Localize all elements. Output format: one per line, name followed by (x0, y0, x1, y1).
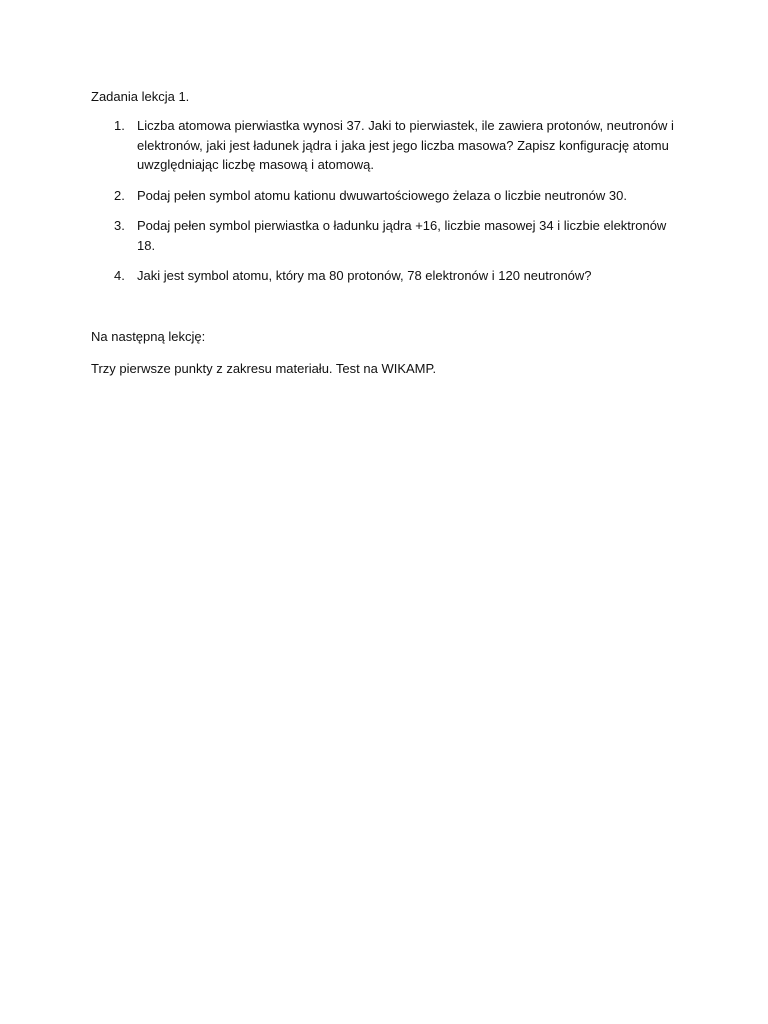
task-number: 2. (114, 187, 125, 203)
document-title: Zadania lekcja 1. (91, 89, 190, 104)
task-number: 3. (114, 218, 125, 233)
task-text: Podaj pełen symbol atomu kationu dwuwartościowego żelaza o liczbie neutronów 30. (137, 187, 627, 203)
task-item (91, 186, 681, 206)
task-text: Liczba atomowa pierwiastka wynosi 37. Jaki to pierwiastek, ile zawiera protonów, neutronów i elektronów, jaki jest ładunek jądra i jaka jest jego liczba masowa? Zapisz konfigurację atomu uwzględniając liczbę masową i atomową. (137, 118, 674, 172)
next-lesson-heading: Na następną lekcję: (91, 329, 206, 344)
next-lesson-text: Trzy pierwsze punkty z zakresu materiału. Test na WIKAMP. (91, 361, 437, 376)
task-item (91, 116, 681, 175)
task-number: 4. (114, 268, 125, 283)
task-item (91, 266, 681, 286)
task-text: Jaki jest symbol atomu, który ma 80 protonów, 78 elektronów i 120 neutronów? (137, 268, 592, 283)
task-text: Podaj pełen symbol pierwiastka o ładunku jądra +16, liczbie masowej 34 i liczbie elektronów 18. (137, 218, 667, 253)
task-list (91, 116, 681, 297)
task-item (91, 216, 681, 255)
task-number: 1. (114, 118, 125, 133)
